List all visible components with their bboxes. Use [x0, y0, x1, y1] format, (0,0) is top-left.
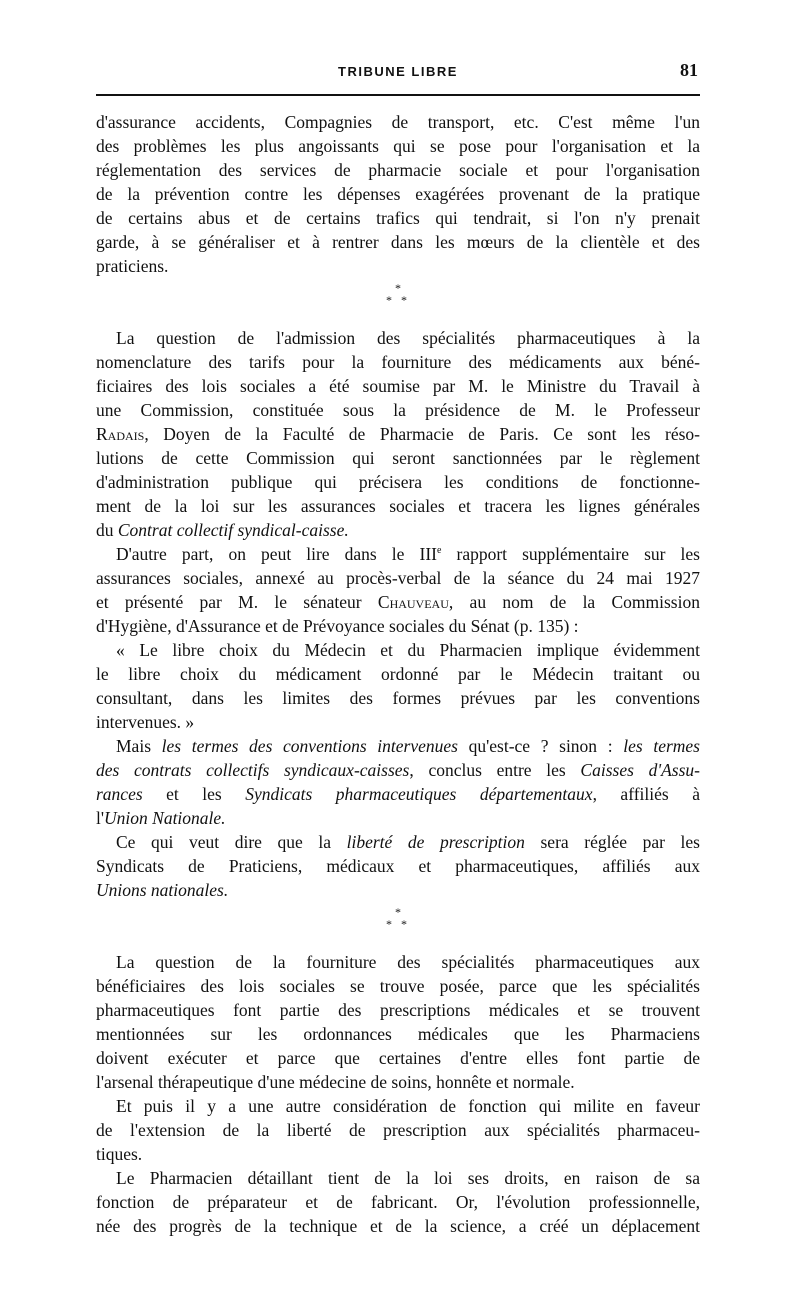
body-text	[96, 110, 700, 1238]
text-line	[96, 758, 700, 782]
italic-span: les termes des conventions intervenues	[161, 736, 458, 756]
text-line: nomenclature des tarifs pour la fourniture des médicaments aux béné-	[96, 352, 700, 372]
text-span: Ce qui veut dire que la	[116, 832, 347, 852]
paragraph-7	[96, 1094, 700, 1166]
paragraph-2	[96, 326, 700, 542]
italic-span: Contrat collectif syndical-caisse.	[117, 520, 349, 540]
text-line: de l'extension de la liberté de prescription aux spécialités pharmaceu-	[96, 1120, 700, 1140]
page-header	[96, 60, 700, 88]
text-line	[96, 422, 700, 446]
text-span: et les	[142, 784, 246, 804]
text-span: et présenté par M. le sénateur	[96, 592, 378, 612]
text-line: des problèmes les plus angoissants qui se pose pour l'organisation et la	[96, 136, 700, 156]
text-span: , Doyen de la Faculté de Pharmacie de Paris. Ce sont les réso-	[144, 424, 700, 444]
italic-span: Caisses d'Assu-	[580, 760, 700, 780]
text-line: fonction de préparateur et de fabricant. Or, l'évolution professionnelle,	[96, 1192, 700, 1212]
text-line: La question de l'admission des spécialités pharmaceutiques à la	[116, 328, 700, 348]
text-span: du	[96, 520, 118, 540]
text-line: assurances sociales, annexé au procès-verbal de la séance du 24 mai 1927	[96, 568, 700, 588]
paragraph-8	[96, 1166, 700, 1238]
running-title: TRIBUNE LIBRE	[338, 64, 458, 79]
text-line: praticiens.	[96, 256, 169, 276]
superscript: e	[436, 545, 442, 557]
text-line	[96, 806, 700, 830]
text-span: , au nom de la Commission	[448, 592, 700, 612]
text-line	[96, 830, 700, 854]
text-line: garde, à se généraliser et à rentrer dans les mœurs de la clientèle et des	[96, 232, 700, 252]
block-quote	[96, 638, 700, 734]
text-span: Mais	[116, 736, 162, 756]
text-span: D'autre part, on peut lire dans le III	[116, 544, 437, 564]
text-line: née des progrès de la technique et de la science, a créé un déplacement	[96, 1216, 700, 1236]
text-line: doivent exécuter et parce que certaines d'entre elles font partie de	[96, 1048, 700, 1068]
asterism-bottom: * *	[386, 917, 407, 931]
text-span: , conclus entre les	[409, 760, 581, 780]
text-line: intervenues. »	[96, 712, 195, 732]
section-separator	[96, 902, 700, 950]
italic-span: les termes	[623, 736, 700, 756]
text-line: Et puis il y a une autre considération de fonction qui milite en faveur	[116, 1096, 700, 1116]
text-line: le libre choix du médicament ordonné par le Médecin traitant ou	[96, 664, 700, 684]
text-span: rapport supplémentaire sur les	[441, 544, 700, 564]
italic-span: Union Nationale.	[104, 808, 226, 828]
person-name: Chauveau	[377, 592, 449, 612]
text-line: l'arsenal thérapeutique d'une médecine de soins, honnête et normale.	[96, 1072, 575, 1092]
text-line	[96, 782, 700, 806]
text-line: « Le libre choix du Médecin et du Pharmacien implique évidemment	[116, 640, 700, 660]
paragraph-3	[96, 542, 700, 638]
paragraph-1	[96, 110, 700, 278]
text-line: lutions de cette Commission qui seront sanctionnées par le règlement	[96, 448, 700, 468]
italic-span: liberté de prescription	[346, 832, 525, 852]
italic-span: rances	[96, 784, 143, 804]
text-line: de la prévention contre les dépenses exagérées provenant de la pratique	[96, 184, 700, 204]
text-span: , affiliés à	[592, 784, 700, 804]
text-span: l'	[96, 808, 105, 828]
section-separator	[96, 278, 700, 326]
person-name: Radais	[96, 424, 145, 444]
text-line	[96, 518, 700, 542]
text-line: d'assurance accidents, Compagnies de transport, etc. C'est même l'un	[96, 112, 700, 132]
text-line	[96, 590, 700, 614]
text-line: Syndicats de Praticiens, médicaux et pharmaceutiques, affiliés aux	[96, 856, 700, 876]
text-span: qu'est-ce ? sinon :	[457, 736, 624, 756]
text-line: consultant, dans les limites des formes prévues par les conventions	[96, 688, 700, 708]
asterism-top: *	[395, 281, 401, 295]
text-line: ment de la loi sur les assurances sociales et tracera les lignes générales	[96, 496, 700, 516]
italic-span: des contrats collectifs syndicaux-caisses	[96, 760, 410, 780]
text-line: tiques.	[96, 1144, 143, 1164]
asterism-bottom: * *	[386, 293, 407, 307]
text-line: une Commission, constituée sous la présidence de M. le Professeur	[96, 400, 700, 420]
text-line	[96, 734, 700, 758]
paragraph-5	[96, 830, 700, 902]
page-number: 81	[680, 60, 698, 80]
text-line: de certains abus et de certains trafics qui tendrait, si l'on n'y prenait	[96, 208, 700, 228]
paragraph-4	[96, 734, 700, 830]
text-line: pharmaceutiques font partie des prescriptions médicales et se trouvent	[96, 1000, 700, 1020]
italic-span: Syndicats pharmaceutiques départementaux	[245, 784, 593, 804]
italic-span: Unions nationales.	[96, 880, 229, 900]
text-line: bénéficiaires des lois sociales se trouve posée, parce que les spécialités	[96, 976, 700, 996]
text-line: d'Hygiène, d'Assurance et de Prévoyance sociales du Sénat (p. 135) :	[96, 616, 579, 636]
asterism-top: *	[395, 905, 401, 919]
paragraph-6	[96, 950, 700, 1094]
text-line: Le Pharmacien détaillant tient de la loi ses droits, en raison de sa	[116, 1168, 700, 1188]
text-line: réglementation des services de pharmacie sociale et pour l'organisation	[96, 160, 700, 180]
header-rule	[96, 94, 700, 96]
text-line: La question de la fourniture des spécialités pharmaceutiques aux	[116, 952, 700, 972]
text-line: mentionnées sur les ordonnances médicales que les Pharmaciens	[96, 1024, 700, 1044]
text-line	[96, 542, 700, 566]
text-line	[96, 878, 700, 902]
text-line: d'administration publique qui précisera les conditions de fonctionne-	[96, 472, 700, 492]
text-span: sera réglée par les	[524, 832, 700, 852]
text-line: ficiaires des lois sociales a été soumise par M. le Ministre du Travail à	[96, 376, 700, 396]
